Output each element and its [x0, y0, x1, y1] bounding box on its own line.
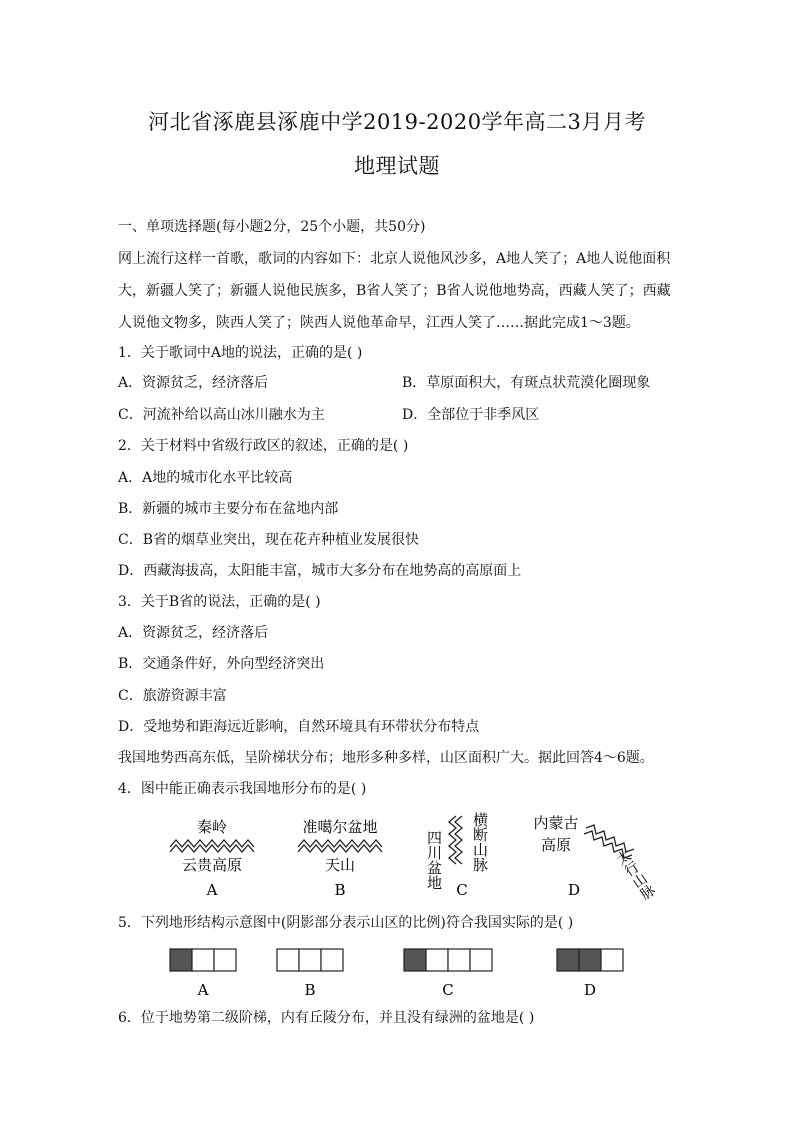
document-subtitle: 地理试题 — [354, 154, 440, 178]
figure-b-top-label: 准噶尔盆地 — [302, 818, 378, 836]
empty-cell — [321, 949, 343, 971]
material-line-3: 人说他文物多，陕西人笑了；陕西人说他革命早，江西人笑了……据此完成1～3题。 — [118, 315, 640, 331]
figure-d-left-label-1: 内蒙古 — [533, 814, 579, 832]
ratio-option-label: C — [442, 981, 454, 997]
section-heading: 一、单项选择题(每小题2分，25个小题，共50分) — [118, 219, 426, 235]
shaded-cell — [404, 949, 426, 971]
figure-a-top-label: 秦岭 — [196, 818, 228, 836]
empty-cell — [192, 949, 214, 971]
q1-option-a: A．资源贫乏，经济落后 — [118, 375, 269, 391]
q3-stem: 3．关于B省的说法，正确的是( ) — [118, 594, 321, 610]
document-title: 河北省涿鹿县涿鹿中学2019-2020学年高二3月月考 — [148, 110, 646, 134]
shaded-cell — [170, 949, 192, 971]
q2-option-a: A．A地的城市化水平比较高 — [118, 470, 293, 486]
empty-cell — [299, 949, 321, 971]
q1-option-b: B．草原面积大，有斑点状荒漠化圈现象 — [402, 375, 651, 391]
ratio-option-label: D — [583, 981, 597, 997]
figure-d-left-label-2: 高原 — [540, 836, 572, 854]
figure-c-mountain-icon — [449, 816, 456, 864]
q3-option-b: B．交通条件好，外向型经济突出 — [118, 656, 325, 672]
ratio-option-label: A — [197, 981, 209, 997]
material-2: 我国地势西高东低，呈阶梯状分布；地形多种多样，山区面积广大。据此回答4～6题。 — [118, 750, 654, 766]
empty-cell — [214, 949, 236, 971]
ratio-option-b — [277, 949, 343, 997]
figure-a-option-label: A — [206, 881, 218, 899]
empty-cell — [601, 949, 623, 971]
figure-d-right-label: 太行山脉 — [611, 847, 658, 903]
figure-d-option-label: D — [567, 881, 581, 899]
figure-b-bottom-label: 天山 — [324, 856, 356, 874]
q6-stem: 6．位于地势第二级阶梯，内有丘陵分布，并且没有绿洲的盆地是( ) — [118, 1010, 535, 1026]
terrain-ratio-diagram — [160, 945, 640, 997]
empty-cell — [470, 949, 492, 971]
figure-d — [533, 814, 657, 903]
empty-cell — [277, 949, 299, 971]
q5-stem: 5．下列地形结构示意图中(阴影部分表示山区的比例)符合我国实际的是( ) — [118, 915, 574, 931]
ratio-option-d — [557, 949, 623, 997]
q3-option-d: D．受地势和距海远近影响，自然环境具有环带状分布特点 — [118, 719, 480, 735]
shaded-cell — [557, 949, 579, 971]
material-line-1: 网上流行这样一首歌，歌词的内容如下：北京人说他风沙多，A地人笑了；A地人说他面积 — [118, 251, 671, 267]
q1-option-d: D．全部位于非季风区 — [402, 407, 540, 423]
figure-c-option-label: C — [456, 881, 468, 899]
q2-stem: 2．关于材料中省级行政区的叙述，正确的是( ) — [118, 438, 409, 454]
material-line-2: 大，新疆人笑了；新疆人说他民族多，B省人笑了；B省人说他地势高，西藏人笑了；西藏 — [118, 283, 671, 299]
empty-cell — [426, 949, 448, 971]
figure-c-right-label: 横断山脉 — [471, 812, 489, 872]
q1-stem: 1．关于歌词中A地的说法，正确的是( ) — [118, 345, 363, 361]
empty-cell — [448, 949, 470, 971]
ratio-option-c — [404, 949, 492, 997]
q4-stem: 4．图中能正确表示我国地形分布的是( ) — [118, 781, 367, 797]
figure-a — [170, 818, 254, 899]
q3-option-a: A．资源贫乏，经济落后 — [118, 625, 269, 641]
figure-c — [425, 811, 489, 899]
ratio-option-a — [170, 949, 236, 997]
ratio-option-label: B — [304, 981, 316, 997]
q3-option-c: C．旅游资源丰富 — [118, 688, 227, 704]
q2-option-c: C．B省的烟草业突出，现在花卉种植业发展很快 — [118, 532, 419, 548]
figure-b — [298, 818, 382, 899]
q2-option-b: B．新疆的城市主要分布在盆地内部 — [118, 501, 339, 517]
q2-option-d: D．西藏海拔高，太阳能丰富，城市大多分布在地势高的高原面上 — [118, 563, 522, 579]
figure-b-option-label: B — [334, 881, 346, 899]
figure-a-bottom-label: 云贵高原 — [181, 856, 243, 874]
terrain-diagram — [160, 808, 660, 903]
q1-option-c: C．河流补给以高山冰川融水为主 — [118, 407, 325, 423]
shaded-cell — [579, 949, 601, 971]
figure-c-left-label: 四川盆地 — [425, 830, 443, 890]
